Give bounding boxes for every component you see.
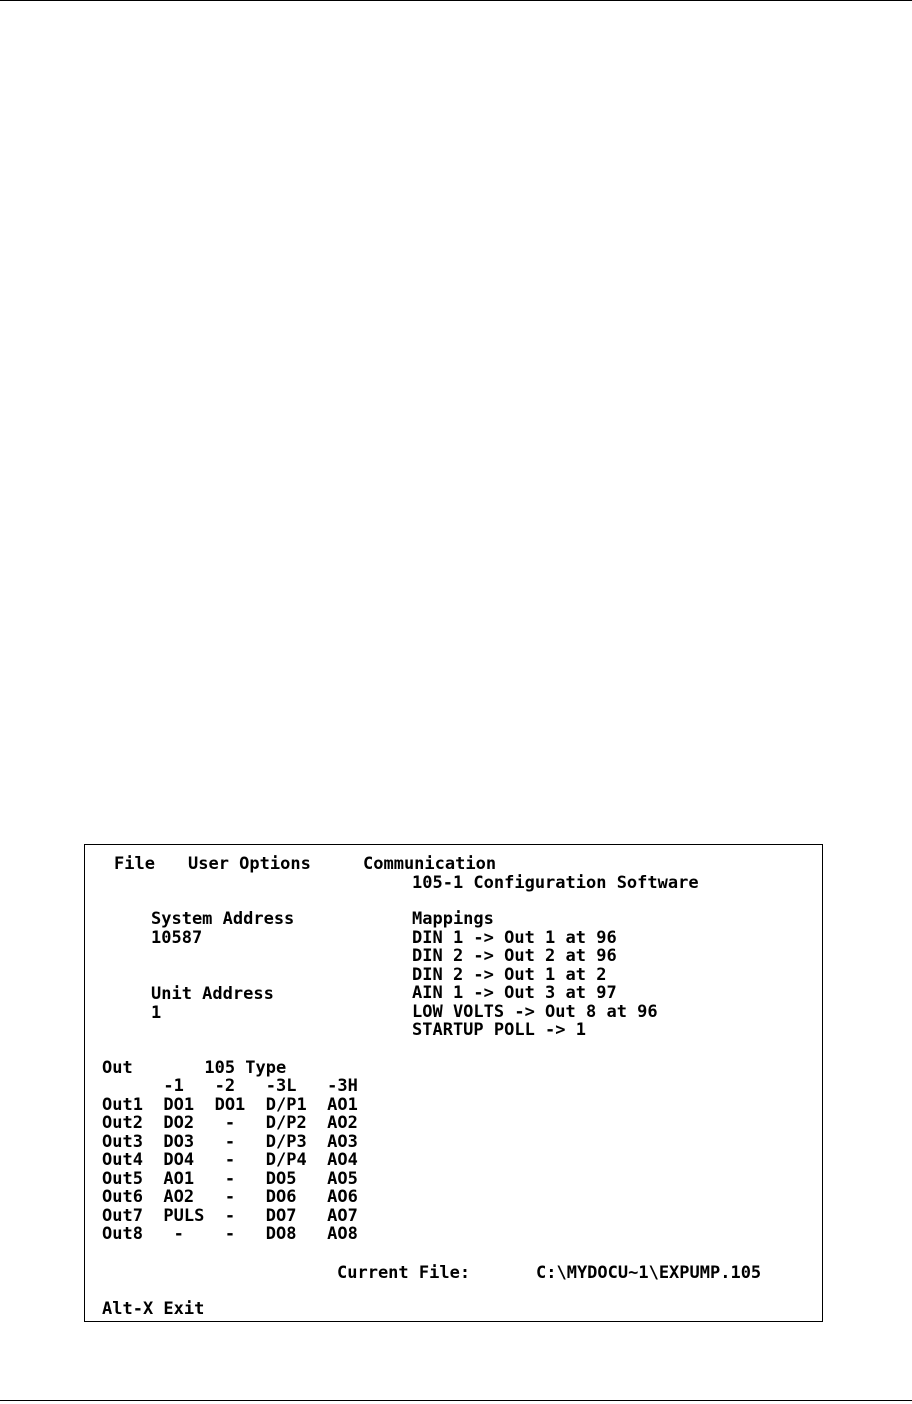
table-row[interactable]: Out1 DO1 DO1 D/P1 AO1 (102, 1095, 358, 1115)
mapping-item[interactable]: DIN 1 -> Out 1 at 96 (412, 928, 617, 948)
table-row[interactable]: Out4 DO4 - D/P4 AO4 (102, 1150, 358, 1170)
mapping-item[interactable]: LOW VOLTS -> Out 8 at 96 (412, 1002, 658, 1022)
table-row[interactable]: Out5 AO1 - DO5 AO5 (102, 1169, 358, 1189)
page-top-rule (0, 0, 912, 1)
exit-hint[interactable]: Alt-X Exit (102, 1299, 205, 1319)
menu-user-options[interactable]: User Options (188, 854, 311, 874)
table-row[interactable]: Out3 DO3 - D/P3 AO3 (102, 1132, 358, 1152)
table-row[interactable]: Out6 AO2 - DO6 AO6 (102, 1187, 358, 1207)
mapping-item[interactable]: DIN 2 -> Out 2 at 96 (412, 946, 617, 966)
system-address-value[interactable]: 10587 (151, 928, 203, 948)
mappings-header: Mappings (412, 909, 494, 929)
table-row[interactable]: Out7 PULS - DO7 AO7 (102, 1206, 358, 1226)
out-table-subheader: -1 -2 -3L -3H (102, 1076, 358, 1096)
out-table-header: Out 105 Type (102, 1058, 287, 1078)
mapping-item[interactable]: STARTUP POLL -> 1 (412, 1020, 586, 1040)
app-title: 105-1 Configuration Software (412, 873, 699, 893)
page-bottom-rule (0, 1400, 912, 1401)
dos-config-window (84, 844, 823, 1322)
menu-file[interactable]: File (114, 854, 155, 874)
mapping-item[interactable]: AIN 1 -> Out 3 at 97 (412, 983, 617, 1003)
mapping-item[interactable]: DIN 2 -> Out 1 at 2 (412, 965, 607, 985)
table-row[interactable]: Out2 DO2 - D/P2 AO2 (102, 1113, 358, 1133)
system-address-label: System Address (151, 909, 295, 929)
unit-address-label: Unit Address (151, 984, 274, 1004)
current-file-path: C:\MYDOCU~1\EXPUMP.105 (536, 1263, 762, 1283)
menu-communication[interactable]: Communication (363, 854, 497, 874)
current-file-label: Current File: (337, 1263, 471, 1283)
table-row[interactable]: Out8 - - DO8 AO8 (102, 1224, 358, 1244)
unit-address-value[interactable]: 1 (151, 1003, 162, 1023)
